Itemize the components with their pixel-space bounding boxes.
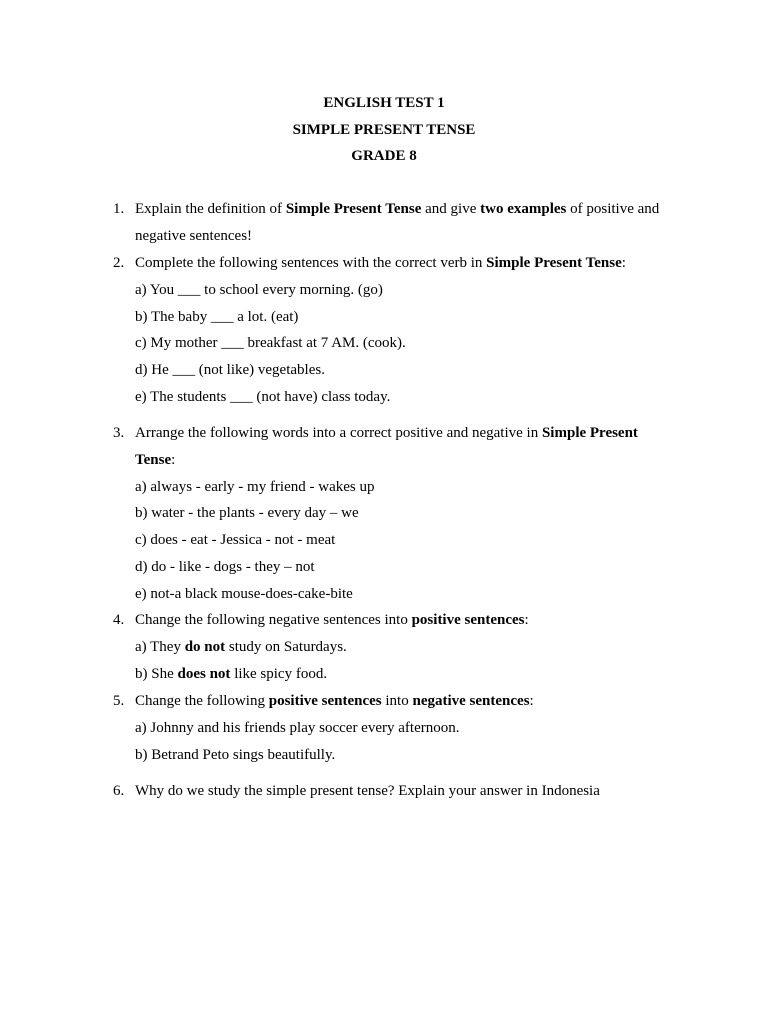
question-number: 4. xyxy=(113,612,125,628)
question-number: 6. xyxy=(113,783,125,799)
question-text-cont: negative sentences! xyxy=(135,227,253,244)
list-item: d) do - like - dogs - they – not xyxy=(135,558,315,575)
list-item: e) The students ___ (not have) class today. xyxy=(135,388,391,405)
question-4 xyxy=(113,612,673,692)
test-header xyxy=(0,94,768,174)
list-item: a) Johnny and his friends play soccer every afternoon. xyxy=(135,719,460,736)
question-3 xyxy=(113,425,673,613)
question-text: Arrange the following words into a correct positive and negative in Simple Present xyxy=(135,425,638,441)
question-6 xyxy=(113,783,673,810)
list-item: d) He ___ (not like) vegetables. xyxy=(135,362,325,379)
list-item: a) always - early - my friend - wakes up xyxy=(135,478,375,495)
question-number: 2. xyxy=(113,255,125,271)
test-title: ENGLISH TEST 1 xyxy=(323,95,445,111)
question-text: Why do we study the simple present tense? Explain your answer in Indonesia xyxy=(135,783,600,799)
question-text: Complete the following sentences with the correct verb in Simple Present Tense: xyxy=(135,255,626,271)
list-item: e) not-a black mouse-does-cake-bite xyxy=(135,585,353,602)
question-number: 3. xyxy=(113,425,125,441)
test-subject: SIMPLE PRESENT TENSE xyxy=(292,121,476,138)
list-item: b) Betrand Peto sings beautifully. xyxy=(135,746,336,763)
list-item: b) water - the plants - every day – we xyxy=(135,505,359,522)
question-number: 1. xyxy=(113,201,125,217)
question-1 xyxy=(113,201,673,255)
question-number: 5. xyxy=(113,693,125,709)
list-item: c) does - eat - Jessica - not - meat xyxy=(135,532,336,549)
list-item: a) You ___ to school every morning. (go) xyxy=(135,281,383,298)
test-grade: GRADE 8 xyxy=(351,148,417,164)
list-item: a) They do not study on Saturdays. xyxy=(135,638,347,655)
question-2 xyxy=(113,255,673,416)
question-text: Change the following positive sentences into negative sentences: xyxy=(135,693,534,709)
question-text-cont: Tense: xyxy=(135,451,176,468)
list-item: b) She does not like spicy food. xyxy=(135,665,328,682)
question-text: Explain the definition of Simple Present Tense and give two examples of positive and xyxy=(135,201,660,217)
question-5 xyxy=(113,693,673,773)
list-item: c) My mother ___ breakfast at 7 AM. (cook). xyxy=(135,335,406,352)
list-item: b) The baby ___ a lot. (eat) xyxy=(135,308,299,325)
question-text: Change the following negative sentences into positive sentences: xyxy=(135,612,529,628)
